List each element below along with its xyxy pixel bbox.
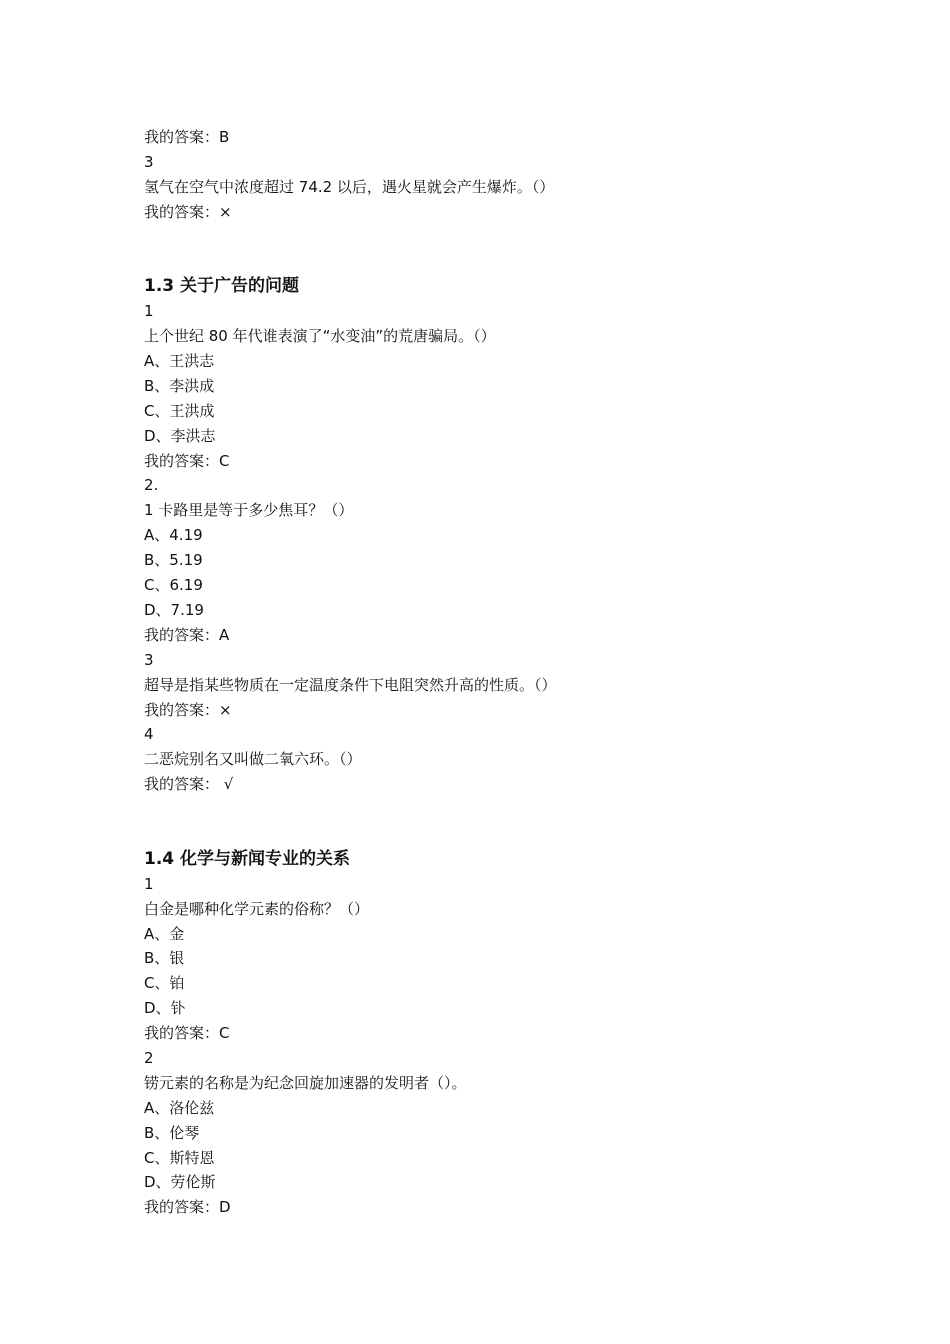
option-d: D、劳伦斯 (144, 1173, 216, 1192)
section-heading: 1.3 关于广告的问题 (144, 276, 300, 297)
question-number: 2 (144, 1048, 154, 1067)
answer-line: 我的答案：B (144, 128, 230, 146)
question-text: 白金是哪种化学元素的俗称？（） (144, 899, 370, 918)
question-number: 2. (144, 476, 159, 495)
option-b: B、伦琴 (144, 1123, 200, 1142)
question-number: 1 (144, 874, 154, 893)
question-text: 超导是指某些物质在一定温度条件下电阻突然升高的性质。（） (144, 675, 557, 694)
option-d: D、钋 (144, 999, 186, 1018)
section-heading: 1.4 化学与新闻专业的关系 (144, 848, 351, 869)
answer-line: 我的答案：× (144, 202, 232, 221)
answer-line: 我的答案：D (144, 1198, 231, 1217)
option-a: A、金 (144, 924, 185, 943)
option-d: D、7.19 (144, 600, 204, 619)
answer-line: 我的答案：A (144, 625, 230, 644)
question-text: 上个世纪 80 年代谁表演了“水变油”的荒唐骗局。（） (144, 327, 496, 346)
answer-line: 我的答案： √ (144, 775, 234, 794)
option-b: B、5.19 (144, 551, 203, 570)
answer-line: 我的答案：× (144, 700, 232, 719)
answer-line: 我的答案：C (144, 451, 230, 470)
question-number: 3 (144, 152, 154, 171)
option-c: C、6.19 (144, 576, 203, 595)
question-text: 氢气在空气中浓度超过 74.2 以后，遇火星就会产生爆炸。（） (144, 177, 555, 196)
option-d: D、李洪志 (144, 426, 216, 445)
question-text: 1 卡路里是等于多少焦耳？（） (144, 501, 354, 520)
option-c: C、王洪成 (144, 401, 215, 420)
option-b: B、银 (144, 949, 185, 968)
option-a: A、洛伦兹 (144, 1098, 215, 1117)
option-a: A、4.19 (144, 526, 203, 545)
question-number: 1 (144, 302, 154, 321)
option-a: A、王洪志 (144, 352, 215, 371)
question-text: 二恶烷别名又叫做二氧六环。（） (144, 750, 362, 769)
question-number: 4 (144, 725, 154, 744)
question-number: 3 (144, 650, 154, 669)
document-page (144, 125, 824, 1220)
option-c: C、斯特恩 (144, 1148, 215, 1167)
option-b: B、李洪成 (144, 376, 215, 395)
option-c: C、铂 (144, 974, 185, 993)
question-text: 铹元素的名称是为纪念回旋加速器的发明者（）。 (144, 1073, 467, 1092)
answer-line: 我的答案：C (144, 1024, 230, 1043)
